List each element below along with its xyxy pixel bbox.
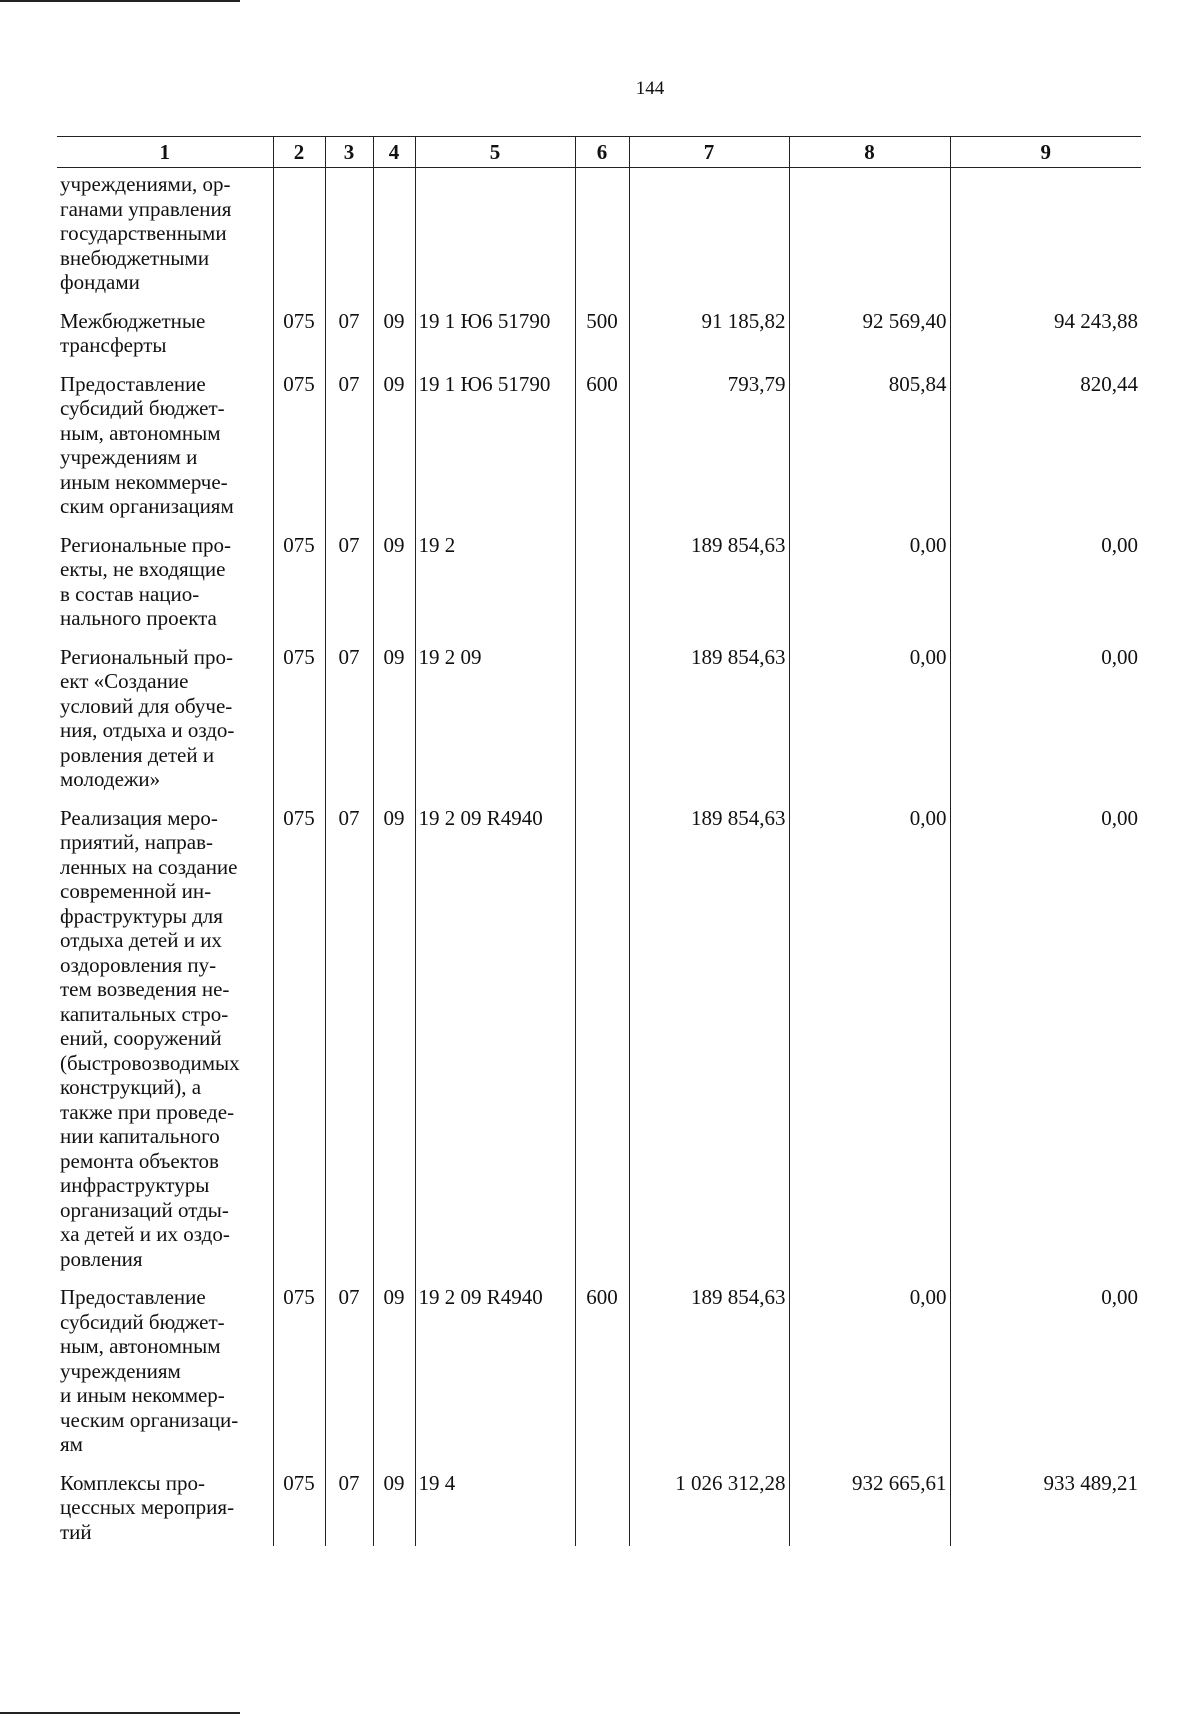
amount-cell-col9: 0,00	[950, 533, 1141, 645]
amount-cell-col7	[629, 168, 789, 309]
code-cell-col4: 09	[373, 645, 415, 806]
header-cell-6: 6	[575, 137, 629, 168]
amount-cell-col7: 1 026 312,28	[629, 1471, 789, 1547]
code-cell-col4: 09	[373, 1471, 415, 1547]
amount-cell-col7: 793,79	[629, 372, 789, 533]
code-cell-col4: 09	[373, 309, 415, 372]
amount-cell-col7: 189 854,63	[629, 1285, 789, 1471]
code-cell-col2: 075	[273, 645, 325, 806]
header-cell-1: 1	[57, 137, 273, 168]
table-row	[57, 1285, 1141, 1471]
header-cell-3: 3	[325, 137, 373, 168]
table-row	[57, 1471, 1141, 1547]
amount-cell-col7: 91 185,82	[629, 309, 789, 372]
amount-cell-col7: 189 854,63	[629, 645, 789, 806]
code-cell-col6: 500	[575, 309, 629, 372]
row-label-cell: Региональные про- екты, не входящие в состав нацио- нального проекта	[60, 532, 232, 630]
row-label-cell: Реализация меро- приятий, направ- ленных на создание современной ин- фраструктуры для отдыха детей и их оздоровления пу- тем возведения не- капитальных стро- ений, сооружений (быстровозводимых конструкций), а также при проведе- нии капитального ремонта объектов инфраструктуры организаций отды- ха детей и их оздо- ровления	[60, 805, 240, 1271]
code-cell-col5	[415, 168, 575, 309]
code-cell-col2: 075	[273, 1471, 325, 1547]
amount-cell-col7: 189 854,63	[629, 806, 789, 1286]
amount-cell-col8: 0,00	[789, 1285, 950, 1471]
header-cell-4: 4	[373, 137, 415, 168]
row-label-cell: Региональный про- ект «Создание условий для обуче- ния, отдыха и оздо- ровления детей и молодежи»	[60, 644, 235, 791]
amount-cell-col9: 933 489,21	[950, 1471, 1141, 1547]
code-cell-col3: 07	[325, 309, 373, 372]
code-cell-col4	[373, 168, 415, 309]
row-label-cell: учреждениями, ор- ганами управления государственными внебюджетными фондами	[60, 172, 232, 294]
budget-table	[57, 136, 1141, 1546]
code-cell-col5: 19 2 09	[415, 645, 575, 806]
code-cell-col2: 075	[273, 309, 325, 372]
code-cell-col2: 075	[273, 1285, 325, 1471]
code-cell-col3	[325, 168, 373, 309]
code-cell-col2	[273, 168, 325, 309]
table-row	[57, 168, 1141, 309]
amount-cell-col8: 932 665,61	[789, 1471, 950, 1547]
code-cell-col6	[575, 1471, 629, 1547]
header-cell-9: 9	[950, 137, 1141, 168]
amount-cell-col8: 0,00	[789, 645, 950, 806]
top-edge-rule	[0, 0, 240, 2]
code-cell-col3: 07	[325, 372, 373, 533]
code-cell-col6	[575, 533, 629, 645]
header-cell-7: 7	[629, 137, 789, 168]
code-cell-col5: 19 2 09 R4940	[415, 1285, 575, 1471]
code-cell-col3: 07	[325, 533, 373, 645]
code-cell-col2: 075	[273, 533, 325, 645]
amount-cell-col9: 0,00	[950, 645, 1141, 806]
amount-cell-col8: 805,84	[789, 372, 950, 533]
amount-cell-col8: 0,00	[789, 533, 950, 645]
amount-cell-col8: 92 569,40	[789, 309, 950, 372]
code-cell-col5: 19 1 Ю6 51790	[415, 309, 575, 372]
row-label-cell: Комплексы про- цессных мероприя- тий	[60, 1470, 235, 1544]
amount-cell-col9	[950, 168, 1141, 309]
header-cell-2: 2	[273, 137, 325, 168]
table-row	[57, 533, 1141, 645]
code-cell-col6: 600	[575, 372, 629, 533]
code-cell-col2: 075	[273, 806, 325, 1286]
code-cell-col5: 19 4	[415, 1471, 575, 1547]
table-row	[57, 372, 1141, 533]
amount-cell-col8	[789, 168, 950, 309]
table-row	[57, 309, 1141, 372]
code-cell-col6: 600	[575, 1285, 629, 1471]
code-cell-col2: 075	[273, 372, 325, 533]
amount-cell-col9: 820,44	[950, 372, 1141, 533]
amount-cell-col8: 0,00	[789, 806, 950, 1286]
code-cell-col4: 09	[373, 806, 415, 1286]
amount-cell-col9: 0,00	[950, 806, 1141, 1286]
code-cell-col5: 19 2 09 R4940	[415, 806, 575, 1286]
code-cell-col5: 19 2	[415, 533, 575, 645]
code-cell-col5: 19 1 Ю6 51790	[415, 372, 575, 533]
row-label-cell: Предоставление субсидий бюджет- ным, автономным учреждениям и иным некоммер- ческим организаци- ям	[60, 1285, 239, 1456]
code-cell-col3: 07	[325, 1471, 373, 1547]
code-cell-col4: 09	[373, 533, 415, 645]
code-cell-col4: 09	[373, 372, 415, 533]
amount-cell-col9: 0,00	[950, 1285, 1141, 1471]
header-cell-8: 8	[789, 137, 950, 168]
amount-cell-col9: 94 243,88	[950, 309, 1141, 372]
amount-cell-col7: 189 854,63	[629, 533, 789, 645]
header-row	[57, 137, 1141, 168]
code-cell-col6	[575, 645, 629, 806]
table-row	[57, 806, 1141, 1286]
code-cell-col6	[575, 806, 629, 1286]
code-cell-col4: 09	[373, 1285, 415, 1471]
code-cell-col3: 07	[325, 806, 373, 1286]
table-row	[57, 645, 1141, 806]
bottom-edge-rule	[0, 1712, 240, 1714]
page-number: 144	[635, 78, 665, 99]
header-cell-5: 5	[415, 137, 575, 168]
code-cell-col3: 07	[325, 645, 373, 806]
row-label-cell: Межбюджетные трансферты	[60, 308, 206, 357]
table-body	[57, 168, 1141, 1547]
row-label-cell: Предоставление субсидий бюджет- ным, автономным учреждениям и иным некоммерче- ским организациям	[60, 371, 234, 518]
code-cell-col3: 07	[325, 1285, 373, 1471]
code-cell-col6	[575, 168, 629, 309]
